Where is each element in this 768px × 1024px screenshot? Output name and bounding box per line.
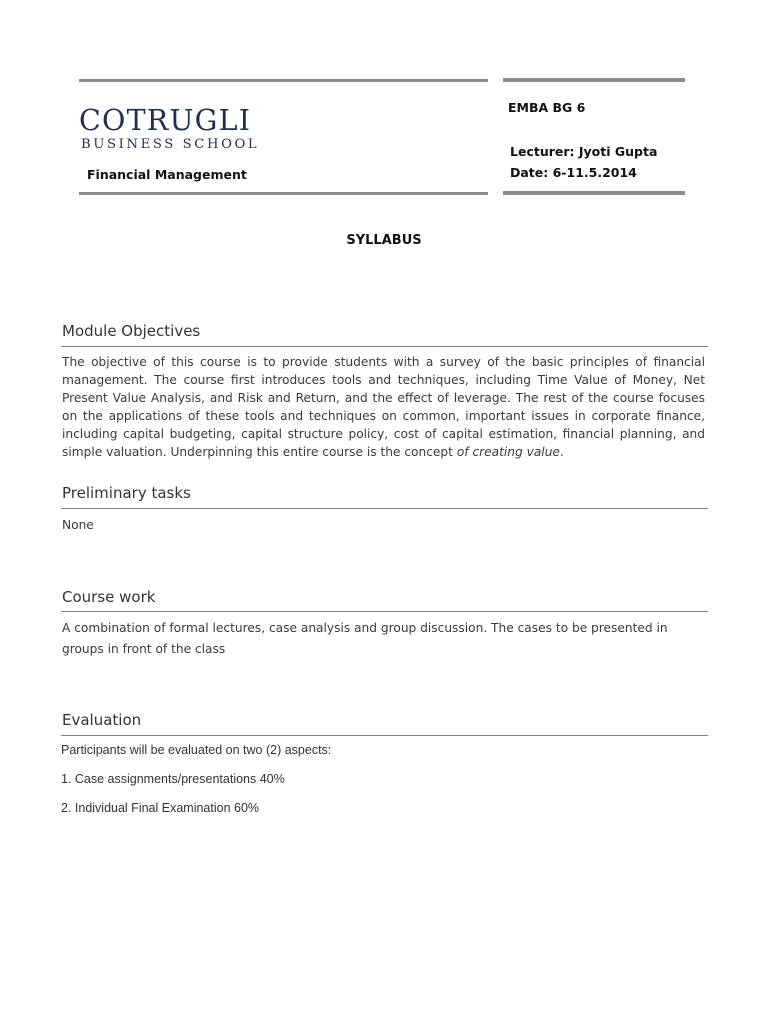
course-date: Date: 6-11.5.2014 xyxy=(510,165,637,180)
school-logo-subtitle: BUSINESS SCHOOL xyxy=(81,137,260,152)
evaluation-intro: Participants will be evaluated on two (2) aspects: xyxy=(61,743,332,757)
objectives-body xyxy=(62,353,705,461)
objectives-text: The objective of this course is to provide students with a survey of the basic principles of financial management. The course first introduces tools and techniques, including Time Value of Money, Net Present Value Analysis, and Risk and Return, and the effect of leverage. The rest of the course focuses on the applications of these tools and techniques on common, important issues in corporate finance, including capital budgeting, capital structure policy, cost of capital estimation, financial planning, and simple valuation. Underpinning this entire course is the concept xyxy=(62,355,705,459)
section-rule-coursework xyxy=(61,611,708,612)
lecturer-name: Lecturer: Jyoti Gupta xyxy=(510,144,658,159)
section-heading-objectives: Module Objectives xyxy=(62,322,201,340)
section-rule-objectives xyxy=(61,346,708,347)
section-rule-evaluation xyxy=(61,735,708,736)
header-bottom-rule-left xyxy=(79,192,488,195)
objectives-end: . xyxy=(559,445,564,459)
page-title: SYLLABUS xyxy=(346,233,422,248)
section-rule-preliminary xyxy=(61,508,708,509)
school-logo-wordmark: COTRUGLI xyxy=(79,104,252,137)
section-heading-preliminary: Preliminary tasks xyxy=(62,484,191,502)
course-name: Financial Management xyxy=(87,167,247,182)
evaluation-item: 1. Case assignments/presentations 40% xyxy=(61,772,285,786)
program-code: EMBA BG 6 xyxy=(508,100,586,115)
preliminary-body: None xyxy=(62,518,94,532)
header-top-rule-right xyxy=(503,78,685,82)
evaluation-item: 2. Individual Final Examination 60% xyxy=(61,801,260,815)
coursework-body: A combination of formal lectures, case analysis and group discussion. The cases to be presented in groups in front of the class xyxy=(62,621,668,656)
header-top-rule-left xyxy=(79,79,488,82)
section-heading-coursework: Course work xyxy=(62,588,156,606)
objectives-emphasis: of creating value xyxy=(456,445,560,459)
section-heading-evaluation: Evaluation xyxy=(62,711,142,729)
header-bottom-rule-right xyxy=(503,191,685,195)
